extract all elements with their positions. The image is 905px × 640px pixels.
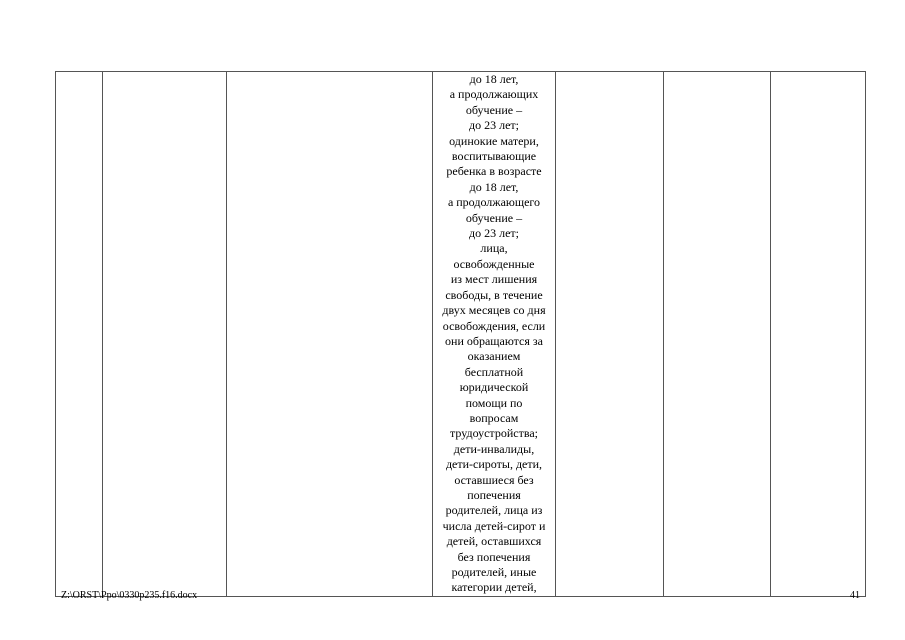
cell-text-line: воспитывающие <box>451 149 537 164</box>
cell-text-line: ребенка в возрасте <box>446 164 542 179</box>
page-number: 41 <box>850 590 860 601</box>
table-cell-categories <box>433 72 556 597</box>
cell-text-line: родителей, лица из <box>445 503 543 518</box>
cell-text-line: до 23 лет; <box>469 226 519 241</box>
table-cell-3 <box>227 72 433 597</box>
cell-text-line: до 23 лет; <box>469 118 519 133</box>
cell-text-line: вопросам <box>469 410 519 425</box>
cell-text-line: без попечения <box>457 549 531 564</box>
footer-file-path: Z:\ORST\Ppo\0330p235.f16.docx <box>61 590 198 601</box>
cell-text-line: до 18 лет, <box>469 72 519 86</box>
cell-text-line: попечения <box>467 487 521 502</box>
cell-text-line: из мест лишения <box>450 272 538 287</box>
cell-text-line: двух месяцев со дня <box>442 303 546 318</box>
cell-text-line: числа детей-сирот и <box>442 518 546 533</box>
table-row <box>56 72 866 597</box>
cell-text-line: детей, оставшихся <box>446 534 542 549</box>
cell-text-line: родителей, иные <box>451 565 537 579</box>
cell-text-line: обучение – <box>465 210 523 225</box>
table-cell-6 <box>664 72 771 597</box>
cell-text-line: трудоустройства; <box>449 426 538 441</box>
cell-text-line: обучение – <box>465 102 523 117</box>
cell-text-line: они обращаются за <box>445 333 543 348</box>
cell-text-line: оставшиеся без <box>454 472 534 487</box>
document-table <box>55 71 866 597</box>
cell-text-line: освобожденные <box>453 256 535 271</box>
cell-text-line: свободы, в течение <box>445 287 543 302</box>
table-cell-2 <box>103 72 227 597</box>
table-cell-1 <box>56 72 103 597</box>
cell-text-line: дети-сироты, дети, <box>445 457 543 472</box>
cell-text-line: а продолжающих <box>449 87 539 102</box>
cell-text-line: до 18 лет, <box>469 179 519 194</box>
table-cell-7 <box>771 72 866 597</box>
cell-text-line: дети-инвалиды, <box>453 441 535 456</box>
cell-text-line: категории детей, <box>451 580 537 595</box>
cell-text-line: юридической <box>459 380 529 395</box>
cell-text-line: освобождения, если <box>442 318 546 333</box>
cell-text-line: бесплатной <box>464 364 524 379</box>
cell-text-line: оказанием <box>467 349 521 364</box>
cell-text-line: лица, <box>480 241 508 256</box>
table-cell-5 <box>556 72 664 597</box>
cell-text-line: одинокие матери, <box>449 133 539 148</box>
cell-text-line: а продолжающего <box>447 195 541 210</box>
cell-text-line: помощи по <box>465 395 523 410</box>
